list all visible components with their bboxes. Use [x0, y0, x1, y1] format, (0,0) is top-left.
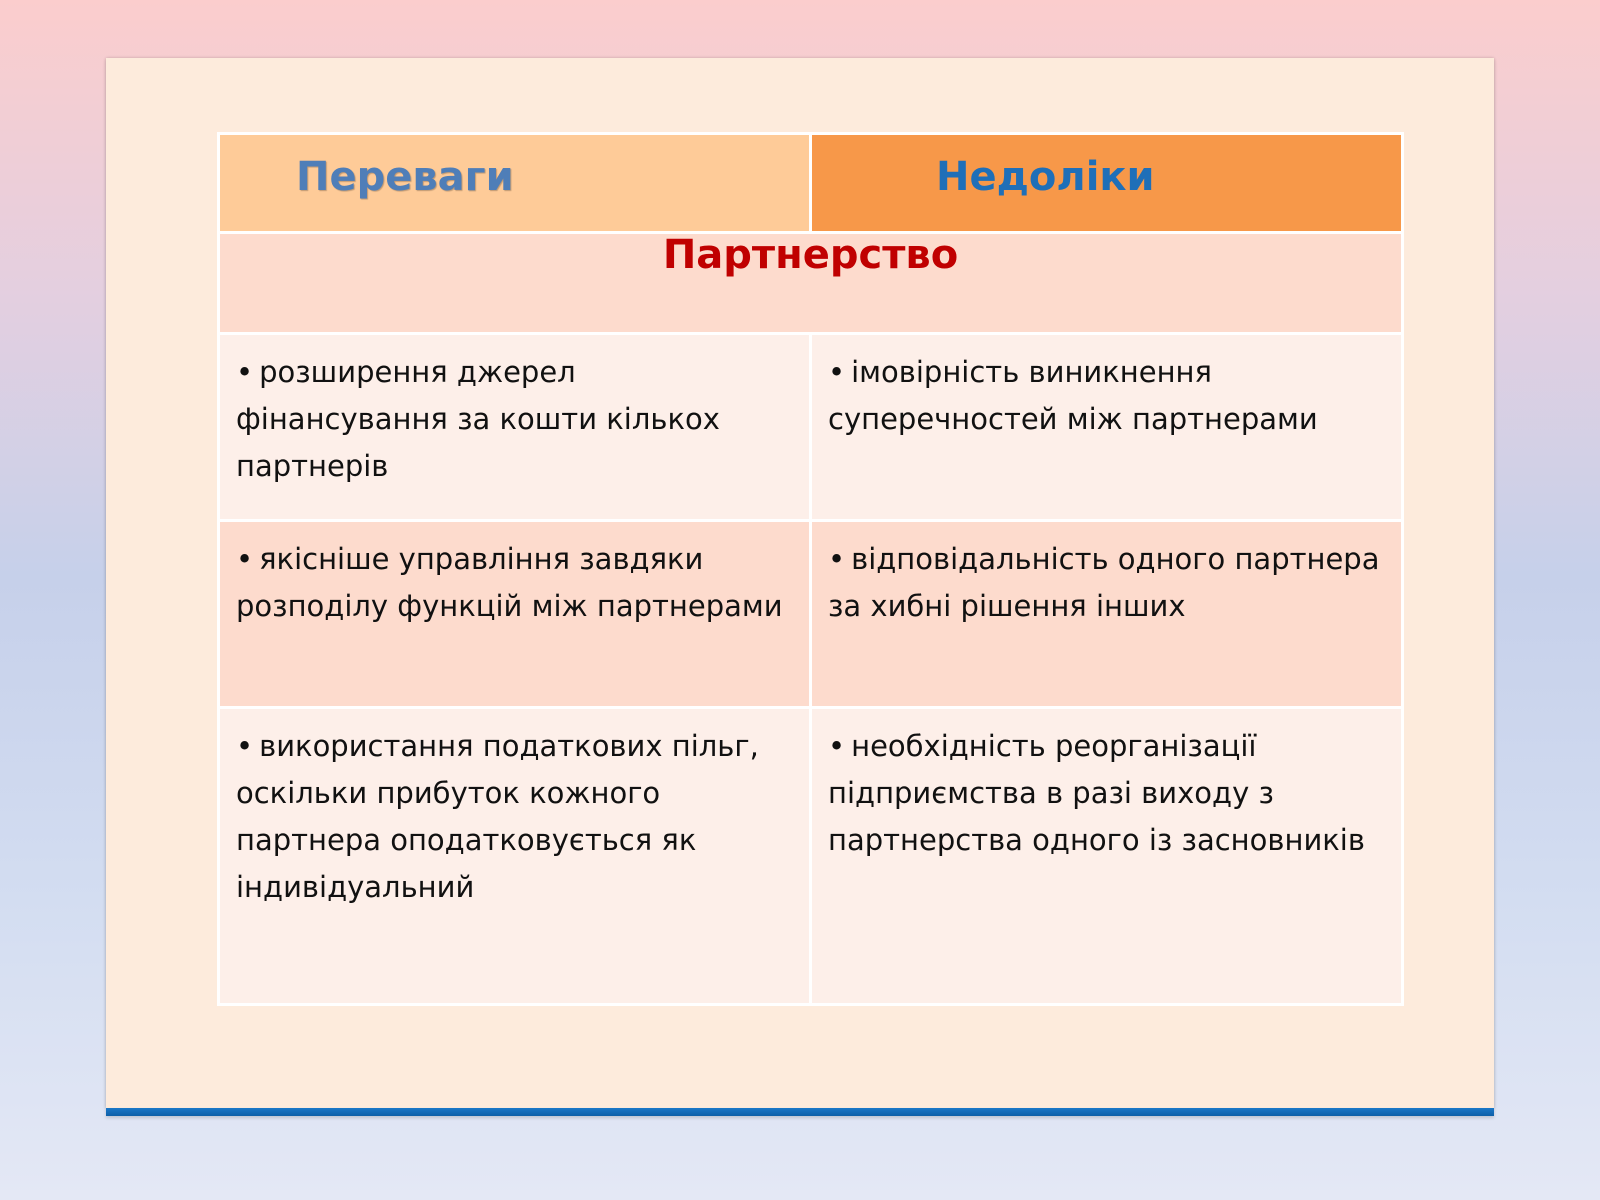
advantage-text: якісніше управління завдяки розподілу функцій між партнерами	[236, 542, 783, 623]
comparison-table	[217, 132, 1404, 1006]
slide-card	[106, 58, 1494, 1108]
header-disadvantages-label: Недоліки	[936, 154, 1155, 200]
table-row	[219, 708, 1403, 1005]
header-advantages-label: Переваги	[296, 154, 514, 200]
table-row	[219, 521, 1403, 708]
bullet-marker: •	[236, 729, 254, 763]
header-disadvantages-cell	[811, 134, 1403, 233]
section-row	[219, 233, 1403, 334]
disadvantage-cell	[811, 334, 1403, 521]
advantage-cell	[219, 334, 811, 521]
disadvantage-text: необхідність реорганізації підприємства в разі виходу з партнерства одного із засновників	[828, 729, 1365, 857]
advantage-cell	[219, 521, 811, 708]
section-cell	[219, 233, 1403, 334]
advantage-text: використання податкових пільг, оскільки прибуток кожного партнера оподатковується як індивідуальний	[236, 729, 759, 904]
section-title: Партнерство	[662, 232, 959, 278]
bullet-marker: •	[236, 355, 254, 389]
header-advantages-cell	[219, 134, 811, 233]
table-header-row	[219, 134, 1403, 233]
disadvantage-cell	[811, 708, 1403, 1005]
advantage-cell	[219, 708, 811, 1005]
bullet-marker: •	[828, 542, 846, 576]
disadvantage-text: відповідальність одного партнера за хибні рішення інших	[828, 542, 1380, 623]
bullet-marker: •	[828, 355, 846, 389]
disadvantage-cell	[811, 521, 1403, 708]
bullet-marker: •	[828, 729, 846, 763]
disadvantage-text: імовірність виникнення суперечностей між партнерами	[828, 355, 1318, 436]
advantage-text: розширення джерел фінансування за кошти кількох партнерів	[236, 355, 720, 483]
table-row	[219, 334, 1403, 521]
bullet-marker: •	[236, 542, 254, 576]
